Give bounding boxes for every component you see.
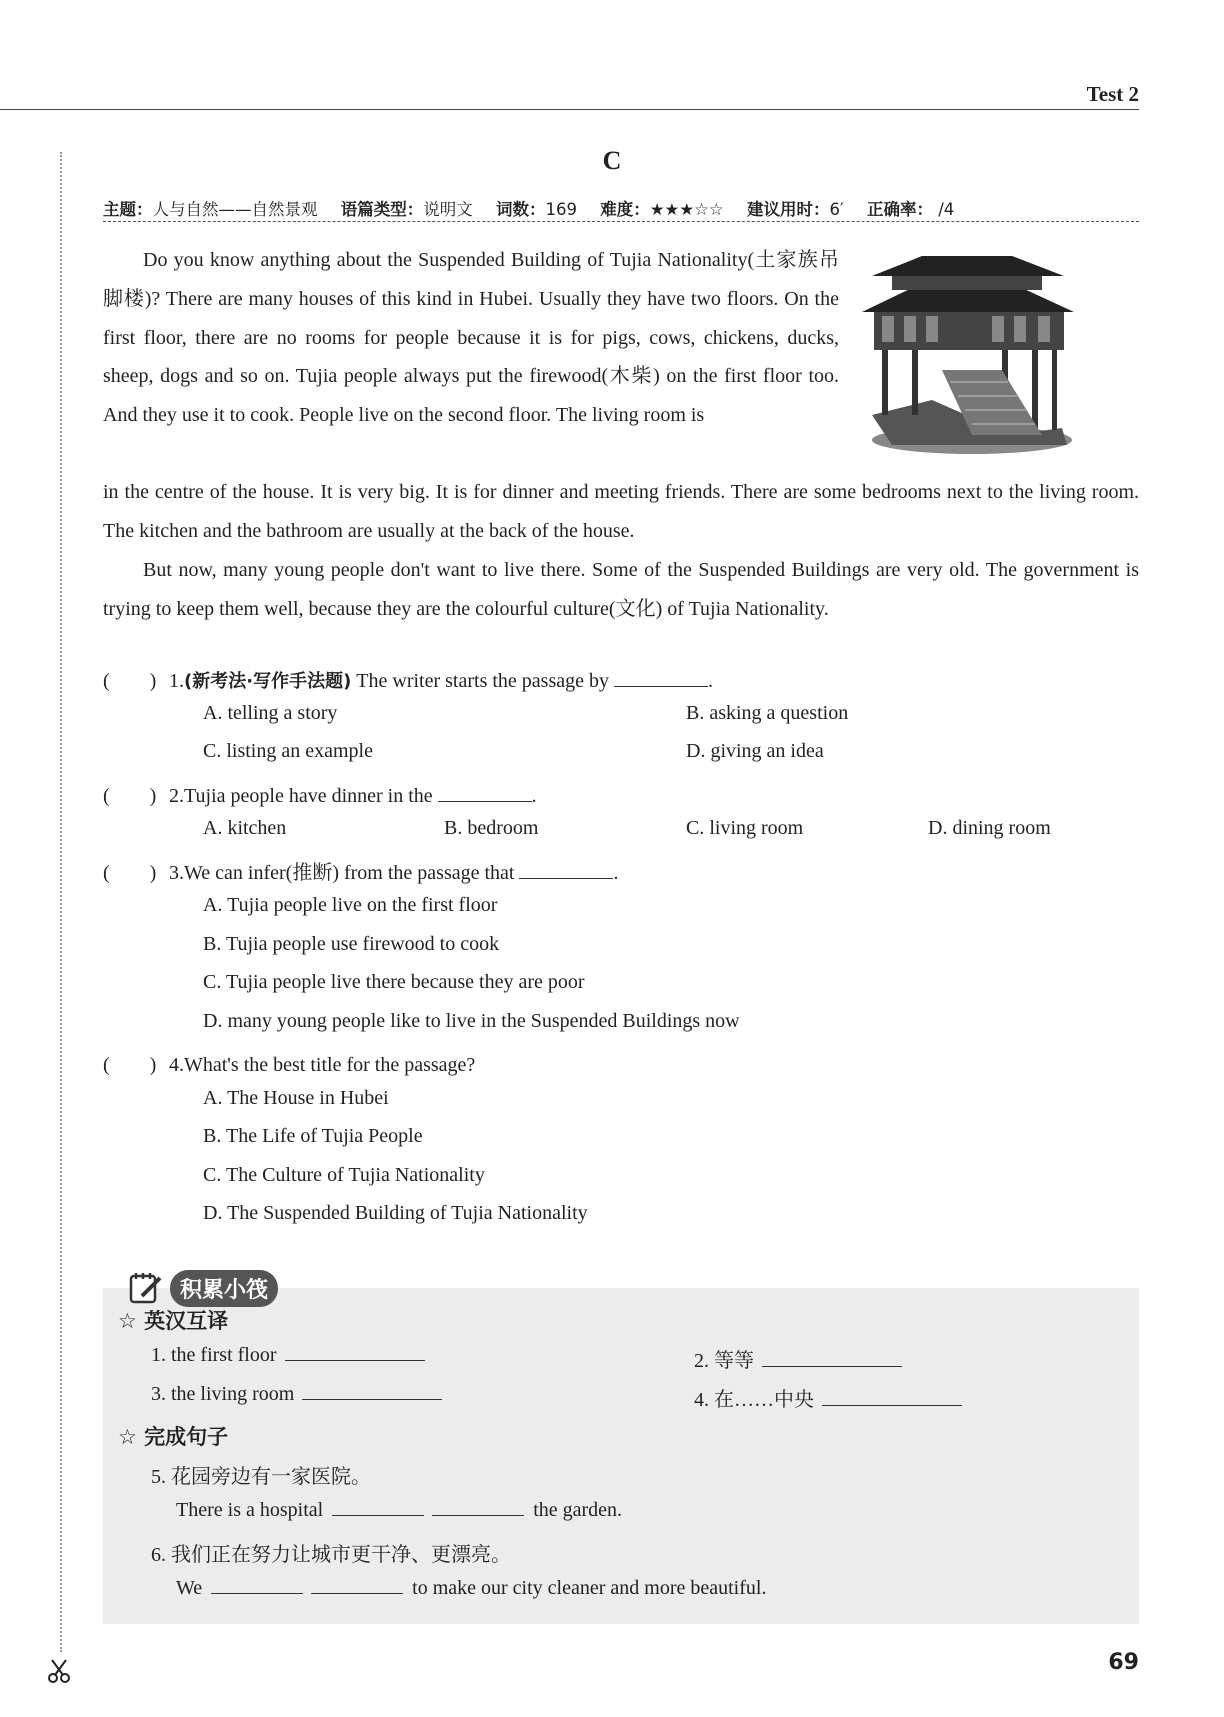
meta-accuracy-key: 正确率： bbox=[866, 200, 933, 219]
meta-type: 说明文 bbox=[423, 200, 473, 219]
passage-paragraph-2: But now, many young people don't want to live there. Some of the Suspended Buildings are very old. The government is trying to keep them well, because they are the colourful culture(文化) of Tujia Nationality. bbox=[103, 559, 1139, 620]
answer-blank[interactable] bbox=[614, 670, 708, 687]
answer-blank[interactable] bbox=[285, 1344, 425, 1361]
q1-option-d: D. giving an idea bbox=[686, 740, 824, 762]
question-3: ( ) 3.We can infer(推断) from the passage that . bbox=[103, 856, 618, 885]
q2-option-d: D. dining room bbox=[928, 817, 1051, 839]
q3-option-d: D. many young people like to live in the Suspended Buildings now bbox=[203, 1010, 740, 1032]
question-number: 1. bbox=[169, 670, 184, 692]
meta-time: 6′ bbox=[829, 200, 844, 219]
meta-theme-key: 主题： bbox=[103, 200, 153, 219]
question-number: 2. bbox=[169, 785, 184, 807]
sentence-5-english: There is a hospital the garden. bbox=[176, 1499, 623, 1521]
meta-theme: 人与自然——自然景观 bbox=[152, 200, 318, 219]
question-number: 4. bbox=[169, 1054, 184, 1076]
passage-meta bbox=[103, 196, 1139, 220]
vocab-item-2: 2. 等等 bbox=[694, 1344, 902, 1373]
accumulation-title: 积累小筏 bbox=[170, 1270, 278, 1307]
meta-time-key: 建议用时： bbox=[746, 200, 830, 219]
question-stem: What's the best title for the passage? bbox=[184, 1054, 476, 1076]
meta-words: 169 bbox=[545, 200, 577, 219]
answer-blank[interactable] bbox=[822, 1389, 962, 1406]
q4-option-b: B. The Life of Tujia People bbox=[203, 1125, 423, 1147]
answer-blank[interactable] bbox=[311, 1577, 403, 1594]
answer-blank[interactable] bbox=[302, 1383, 442, 1400]
passage-paragraph-1b: in the centre of the house. It is very big. It is for dinner and meeting friends. There are some bedrooms next to the living room. The kitchen and the bathroom are usually at the back of the house. bbox=[103, 481, 1139, 542]
question-number: 3. bbox=[169, 862, 184, 884]
answer-blank[interactable] bbox=[332, 1499, 424, 1516]
meta-divider bbox=[103, 221, 1139, 222]
answer-bracket[interactable]: ( ) bbox=[103, 785, 157, 807]
q2-option-c: C. living room bbox=[686, 817, 804, 839]
answer-blank[interactable] bbox=[438, 785, 532, 802]
meta-words-key: 词数： bbox=[496, 200, 546, 219]
q4-option-c: C. The Culture of Tujia Nationality bbox=[203, 1164, 485, 1186]
meta-accuracy: /4 bbox=[938, 200, 955, 219]
answer-bracket[interactable]: ( ) bbox=[103, 670, 157, 692]
cut-line bbox=[60, 152, 62, 1652]
suspended-building-image bbox=[852, 250, 1080, 460]
page-number: 69 bbox=[1108, 1650, 1139, 1675]
question-stem: The writer starts the passage by bbox=[351, 670, 614, 692]
question-tag: (新考法·写作手法题) bbox=[184, 671, 352, 692]
q2-option-a: A. kitchen bbox=[203, 817, 287, 839]
answer-blank[interactable] bbox=[432, 1499, 524, 1516]
section-letter: C bbox=[602, 146, 622, 175]
q3-option-b: B. Tujia people use firewood to cook bbox=[203, 933, 500, 955]
answer-blank[interactable] bbox=[762, 1350, 902, 1367]
passage-paragraph-1a: Do you know anything about the Suspended Building of Tujia Nationality(土家族吊脚楼)? There are many houses of this kind in Hubei. Usually they have two floors. On the first floor, there are no rooms for people because it is for pigs, cows, chickens, ducks, sheep, dogs and so on. Tujia people always put the firewood(木柴) on the first floor too. And they use it to cook. People live on the second floor. The living room is bbox=[103, 249, 839, 427]
q1-option-c: C. listing an example bbox=[203, 740, 373, 762]
question-stem: Tujia people have dinner in the bbox=[184, 785, 438, 807]
q4-option-a: A. The House in Hubei bbox=[203, 1087, 389, 1109]
meta-type-key: 语篇类型： bbox=[340, 200, 424, 219]
question-2: ( ) 2.Tujia people have dinner in the . bbox=[103, 779, 537, 808]
notepad-pencil-icon bbox=[128, 1270, 164, 1306]
accumulation-badge bbox=[128, 1268, 278, 1308]
answer-bracket[interactable]: ( ) bbox=[103, 862, 157, 884]
q4-option-d: D. The Suspended Building of Tujia Nationality bbox=[203, 1202, 588, 1224]
sentence-6-chinese: 6. 我们正在努力让城市更干净、更漂亮。 bbox=[151, 1544, 511, 1566]
q1-option-a: A. telling a story bbox=[203, 702, 338, 724]
sentence-6-english: We to make our city cleaner and more beautiful. bbox=[176, 1577, 767, 1599]
question-stem: We can infer(推断) from the passage that bbox=[184, 862, 520, 884]
answer-blank[interactable] bbox=[211, 1577, 303, 1594]
q3-option-a: A. Tujia people live on the first floor bbox=[203, 894, 498, 916]
meta-difficulty: ★★★☆☆ bbox=[649, 200, 724, 219]
vocab-item-1: 1. the first floor bbox=[151, 1344, 425, 1367]
sentence-heading: ☆ 完成句子 bbox=[118, 1425, 229, 1449]
sentence-5-chinese: 5. 花园旁边有一家医院。 bbox=[151, 1466, 371, 1488]
header-rule bbox=[0, 109, 1139, 110]
vocab-item-3: 3. the living room bbox=[151, 1383, 442, 1406]
answer-blank[interactable] bbox=[519, 862, 613, 879]
accumulation-box bbox=[103, 1288, 1139, 1624]
q1-option-b: B. asking a question bbox=[686, 702, 849, 724]
answer-bracket[interactable]: ( ) bbox=[103, 1054, 157, 1076]
translate-heading: ☆ 英汉互译 bbox=[118, 1309, 229, 1333]
q3-option-c: C. Tujia people live there because they are poor bbox=[203, 971, 585, 993]
question-4 bbox=[103, 1048, 475, 1077]
meta-difficulty-key: 难度： bbox=[600, 200, 650, 219]
vocab-item-4: 4. 在……中央 bbox=[694, 1383, 962, 1412]
test-label: Test 2 bbox=[1086, 82, 1139, 106]
question-1: ( ) 1.(新考法·写作手法题) The writer starts the passage by . bbox=[103, 664, 713, 693]
scissors-icon bbox=[46, 1658, 72, 1684]
q2-option-b: B. bedroom bbox=[444, 817, 539, 839]
